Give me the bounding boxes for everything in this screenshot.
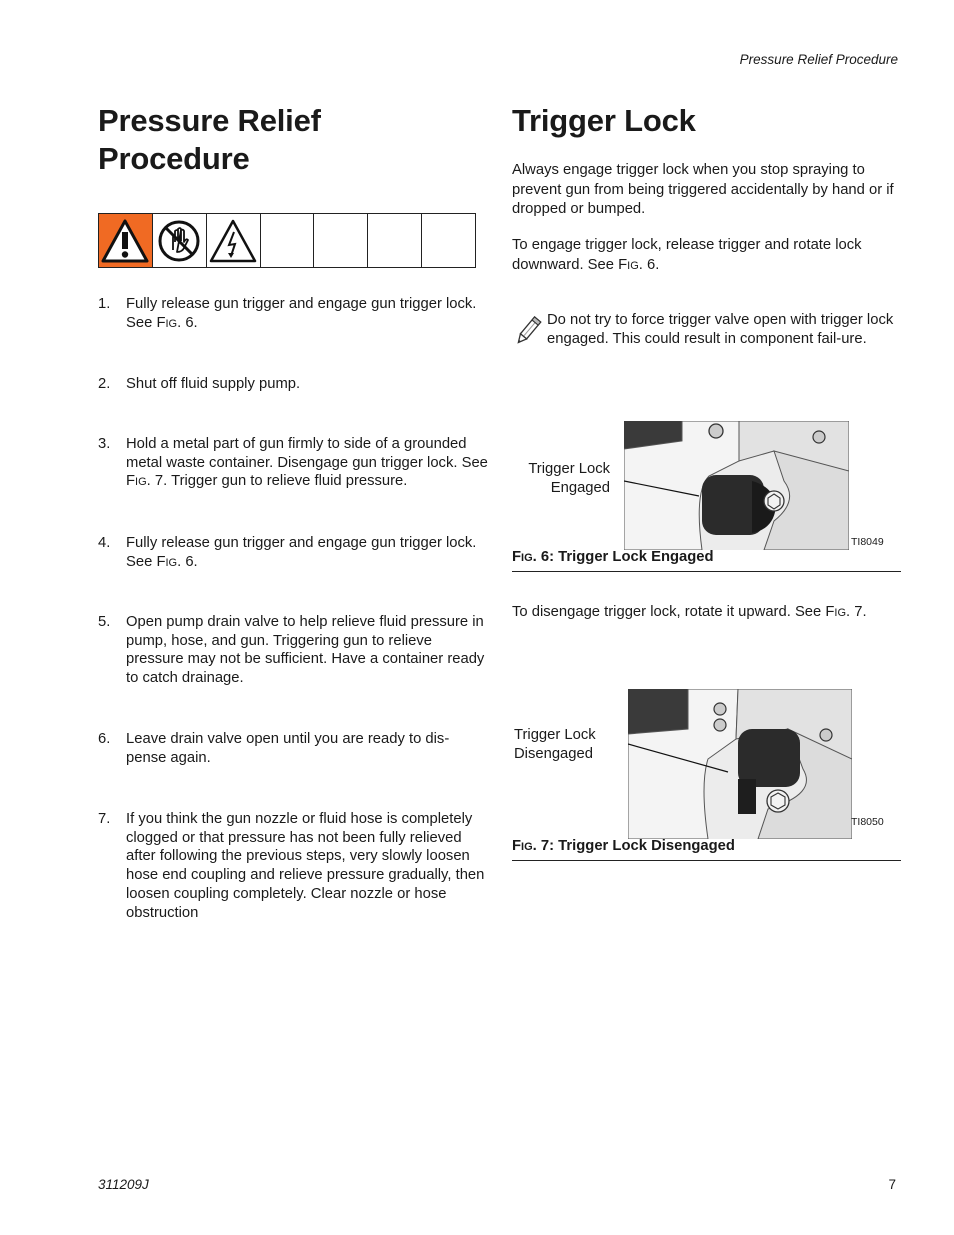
disengage-instructions: To disengage trigger lock, rotate it upward. See FIG. 7. xyxy=(512,604,867,620)
fig6-rule xyxy=(512,571,901,572)
page-number: 7 xyxy=(888,1177,896,1192)
note-pencil-icon xyxy=(514,315,542,347)
hazard-cell-electric-shock xyxy=(206,214,260,267)
engage-instructions: To engage trigger lock, release trigger and rotate lock downward. See FIG. 6. xyxy=(512,237,862,273)
no-hand-icon xyxy=(156,218,202,264)
procedure-step-1: 1. Fully release gun trigger and engage gun trigger lock. See FIG. 6. xyxy=(98,296,477,331)
running-header: Pressure Relief Procedure xyxy=(739,52,898,67)
title-line-2: Procedure xyxy=(98,141,250,176)
title-line-1: Pressure Relief xyxy=(98,103,321,138)
procedure-step-2: 2. Shut off fluid supply pump. xyxy=(98,376,301,392)
fig7-trigger-lock-disengaged-image xyxy=(628,689,852,839)
hazard-cell-no-hand xyxy=(152,214,206,267)
hazard-cell-empty-3 xyxy=(367,214,421,267)
hazard-cell-empty-2 xyxy=(313,214,367,267)
fig6-illustration xyxy=(624,421,849,550)
fig7-image-code: TI8050 xyxy=(851,816,884,828)
procedure-step-6: 6. Leave drain valve open until you are ready to dis-pense again. xyxy=(98,731,450,766)
procedure-step-5: 5. Open pump drain valve to help relieve fluid pressure in pump, hose, and gun. Triggering gun to relieve pressure may not be sufficient. Have a container ready to catch drainage. xyxy=(98,614,485,687)
section-title-pressure-relief xyxy=(98,102,478,178)
fig6-image-code: TI8049 xyxy=(851,536,884,548)
hazard-cell-warning xyxy=(99,214,152,267)
procedure-step-3: 3. Hold a metal part of gun firmly to side of a grounded metal waste container. Disengage gun trigger lock. See FIG. 7. Trigger gun to relieve fluid pressure. xyxy=(98,436,488,490)
procedure-step-4: 4. Fully release gun trigger and engage gun trigger lock. See FIG. 6. xyxy=(98,535,477,570)
section-title-trigger-lock: Trigger Lock xyxy=(512,103,696,138)
fig7-callout-label: Trigger Lock Disengaged xyxy=(514,727,596,762)
trigger-lock-intro: Always engage trigger lock when you stop spraying to prevent gun from being triggered accidentally by hand or if dropped or bumped. xyxy=(512,162,894,217)
fig6-callout-label: Trigger Lock Engaged xyxy=(528,461,610,496)
fig6-caption: FIG. 6: Trigger Lock Engaged xyxy=(512,549,714,565)
fig6-trigger-lock-engaged-image xyxy=(624,421,849,550)
note-text: Do not try to force trigger valve open with trigger lock engaged. This could result in component fail-ure. xyxy=(547,312,894,347)
fig7-caption: FIG. 7: Trigger Lock Disengaged xyxy=(512,838,735,854)
hazard-cell-empty-4 xyxy=(421,214,475,267)
fig7-rule xyxy=(512,860,901,861)
fig7-illustration xyxy=(628,689,852,839)
hazard-cell-empty-1 xyxy=(260,214,314,267)
document-number: 311209J xyxy=(98,1177,149,1192)
electric-shock-icon xyxy=(209,218,257,264)
procedure-step-7: 7. If you think the gun nozzle or fluid hose is completely clogged or that pressure has not been fully relieved after following the previous steps, very slowly loosen hose end coupling and relieve pressure gradually, then loosen coupling completely. Clear nozzle or hose obstruction xyxy=(98,811,485,921)
hazard-symbol-row xyxy=(98,213,476,268)
warning-exclamation-icon xyxy=(101,218,149,264)
